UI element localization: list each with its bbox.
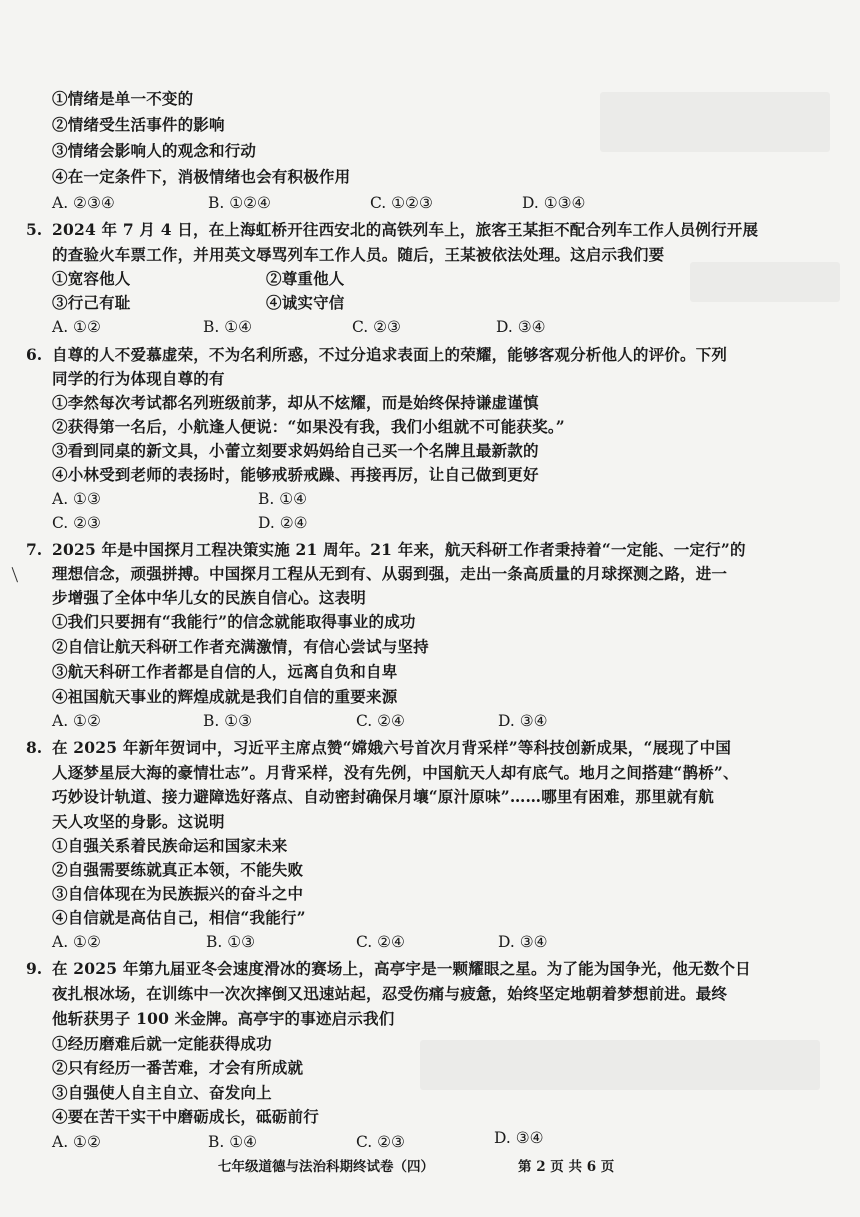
footer-page-number: 第 2 页 共 6 页 xyxy=(518,1159,615,1175)
q9-option-4: ④要在苦干实干中磨砺成长，砥砺前行 xyxy=(52,1107,319,1126)
q5-option-4: ④诚实守信 xyxy=(266,293,345,312)
q5-option-2: ②尊重他人 xyxy=(266,269,345,288)
q4-option-2: ②情绪受生活事件的影响 xyxy=(52,115,225,134)
q9-choice-d: D. ③④ xyxy=(494,1129,544,1147)
q4-choice-b: B. ①②④ xyxy=(208,194,271,212)
q6-stem-line: 同学的行为体现自尊的有 xyxy=(52,369,225,388)
q7-option-2: ②自信让航天科研工作者充满激情，有信心尝试与坚持 xyxy=(52,637,429,656)
q8-option-3: ③自信体现在为民族振兴的奋斗之中 xyxy=(52,884,304,903)
q7-option-4: ④祖国航天事业的辉煌成就是我们自信的重要来源 xyxy=(52,687,398,706)
q9-option-3: ③自强使人自主自立、奋发向上 xyxy=(52,1083,272,1102)
q5-choice-c: C. ②③ xyxy=(352,318,401,336)
q8-stem-line: 人逐梦星辰大海的豪情壮志”。月背采样，没有先例，中国航天人却有底气。地月之间搭建“鹊桥”、 xyxy=(52,763,739,782)
q8-option-1: ①自强关系着民族命运和国家未来 xyxy=(52,836,288,855)
q5-option-3: ③行己有耻 xyxy=(52,293,131,312)
q9-stem-line: 在 2025 年第九届亚冬会速度滑冰的赛场上，高亭宇是一颗耀眼之星。为了能为国争光，他无数个日 xyxy=(52,959,751,978)
q4-choice-a: A. ②③④ xyxy=(52,194,115,212)
q6-option-1: ①李然每次考试都名列班级前茅，却从不炫耀，而是始终保持谦虚谨慎 xyxy=(52,393,539,412)
q7-option-3: ③航天科研工作者都是自信的人，远离自负和自卑 xyxy=(52,662,398,681)
bleed-through xyxy=(690,262,840,302)
q6-number: 6. xyxy=(26,345,43,364)
q7-choice-b: B. ①③ xyxy=(203,712,253,730)
q9-choice-a: A. ①② xyxy=(52,1133,101,1151)
q4-choice-d: D. ①③④ xyxy=(522,194,586,212)
q5-stem-line: 2024 年 7 月 4 日，在上海虹桥开往西安北的高铁列车上，旅客王某拒不配合列车工作人员例行开展 xyxy=(52,220,759,239)
q7-choice-d: D. ③④ xyxy=(498,712,548,730)
q9-option-1: ①经历磨难后就一定能获得成功 xyxy=(52,1034,272,1053)
footer-exam-title: 七年级道德与法治科期终试卷（四） xyxy=(218,1159,434,1175)
bleed-through xyxy=(420,1040,820,1090)
q7-stem-line: 2025 年是中国探月工程决策实施 21 周年。21 年来，航天科研工作者秉持着“一定能、一定行”的 xyxy=(52,540,746,559)
q8-number: 8. xyxy=(26,738,43,757)
q6-option-4: ④小林受到老师的表扬时，能够戒骄戒躁、再接再厉，让自己做到更好 xyxy=(52,465,539,484)
q6-choice-a: A. ①③ xyxy=(52,490,101,508)
q8-stem-line: 巧妙设计轨道、接力避障选好落点、自动密封确保月壤“原汁原味”……哪里有困难，那里就有航 xyxy=(52,787,714,806)
q9-stem-line: 他斩获男子 100 米金牌。高亭宇的事迹启示我们 xyxy=(52,1009,395,1028)
q9-option-2: ②只有经历一番苦难，才会有所成就 xyxy=(52,1058,304,1077)
q6-choice-b: B. ①④ xyxy=(258,490,308,508)
q5-choice-b: B. ①④ xyxy=(203,318,253,336)
q5-choice-a: A. ①② xyxy=(52,318,101,336)
q9-number: 9. xyxy=(26,959,43,978)
q6-choice-c: C. ②③ xyxy=(52,514,101,532)
q9-choice-b: B. ①④ xyxy=(208,1133,258,1151)
q4-option-3: ③情绪会影响人的观念和行动 xyxy=(52,141,257,160)
bleed-through xyxy=(600,92,830,152)
q8-option-4: ④自信就是高估自己，相信“我能行” xyxy=(52,908,306,927)
q8-stem-line: 天人攻坚的身影。这说明 xyxy=(52,812,225,831)
q6-option-3: ③看到同桌的新文具，小蕾立刻要求妈妈给自己买一个名牌且最新款的 xyxy=(52,441,539,460)
q8-choice-b: B. ①③ xyxy=(206,933,256,951)
q7-choice-c: C. ②④ xyxy=(356,712,405,730)
q4-choice-c: C. ①②③ xyxy=(370,194,433,212)
q5-choice-d: D. ③④ xyxy=(496,318,546,336)
q6-choice-d: D. ②④ xyxy=(258,514,308,532)
q5-stem-line: 的查验火车票工作，并用英文辱骂列车工作人员。随后，王某被依法处理。这启示我们要 xyxy=(52,245,665,264)
q8-choice-c: C. ②④ xyxy=(356,933,405,951)
q6-option-2: ②获得第一名后，小航逢人便说：“如果没有我，我们小组就不可能获奖。” xyxy=(52,417,565,436)
q5-number: 5. xyxy=(26,220,43,239)
q4-option-4: ④在一定条件下，消极情绪也会有积极作用 xyxy=(52,167,351,186)
q6-stem-line: 自尊的人不爱慕虚荣，不为名利所惑，不过分追求表面上的荣耀，能够客观分析他人的评价。下列 xyxy=(52,345,728,364)
q4-option-1: ①情绪是单一不变的 xyxy=(52,89,194,108)
q8-option-2: ②自强需要练就真正本领，不能失败 xyxy=(52,860,304,879)
q9-choice-c: C. ②③ xyxy=(356,1133,405,1151)
q7-stem-line: 步增强了全体中华儿女的民族自信心。这表明 xyxy=(52,588,367,607)
q7-stem-line: 理想信念，顽强拼搏。中国探月工程从无到有、从弱到强，走出一条高质量的月球探测之路，进一 xyxy=(52,564,728,583)
q7-choice-a: A. ①② xyxy=(52,712,101,730)
q7-number: 7. xyxy=(26,540,43,559)
q8-choice-a: A. ①② xyxy=(52,933,101,951)
q5-option-1: ①宽容他人 xyxy=(52,269,131,288)
q8-stem-line: 在 2025 年新年贺词中，习近平主席点赞“嫦娥六号首次月背采样”等科技创新成果，“展现了中国 xyxy=(52,738,732,757)
q7-option-1: ①我们只要拥有“我能行”的信念就能取得事业的成功 xyxy=(52,612,416,631)
q9-stem-line: 夜扎根冰场，在训练中一次次摔倒又迅速站起，忍受伤痛与疲惫，始终坚定地朝着梦想前进。最终 xyxy=(52,984,728,1003)
pen-mark xyxy=(12,564,28,583)
q8-choice-d: D. ③④ xyxy=(498,933,548,951)
